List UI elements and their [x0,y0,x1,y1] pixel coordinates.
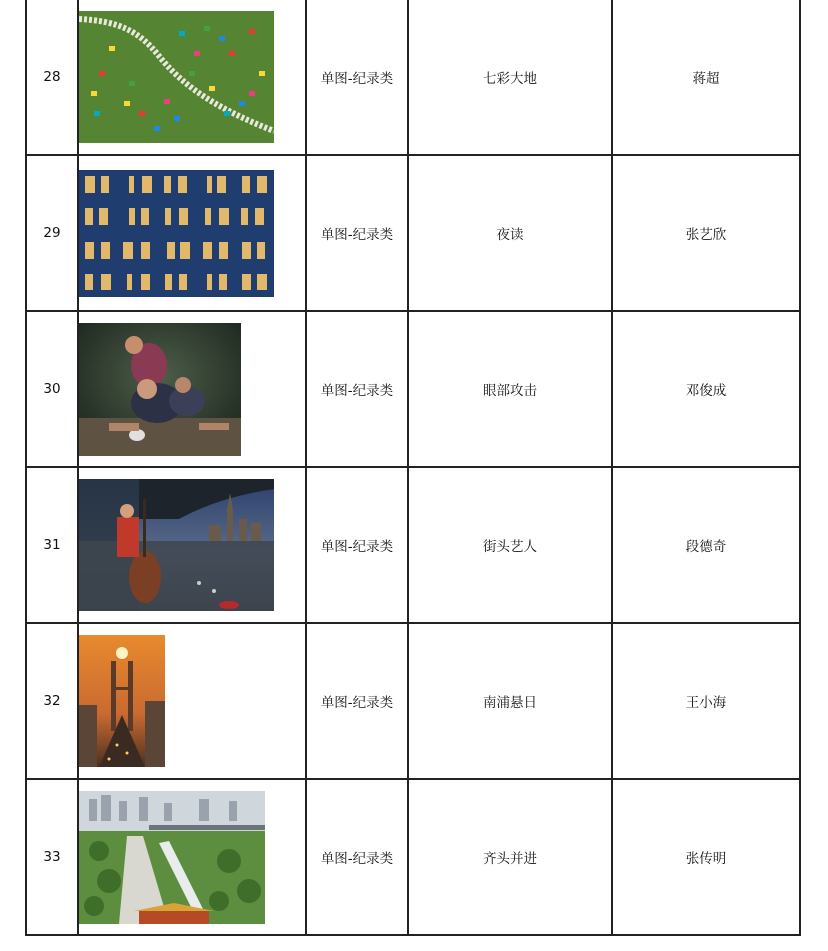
title-cell: 夜读 [408,155,612,311]
photo-thumbnail-bridge-sunrise [79,635,305,767]
photo-thumbnail-colorful-land [79,11,305,143]
photo-thumbnail-rugby-tackle [79,323,305,456]
author-cell: 王小海 [612,623,800,779]
author-cell: 张传明 [612,779,800,935]
title-cell: 眼部攻击 [408,311,612,467]
category-cell: 单图-纪录类 [306,467,408,623]
author-cell: 张艺欣 [612,155,800,311]
category-cell: 单图-纪录类 [306,311,408,467]
table-row [26,779,800,935]
category-cell: 单图-纪录类 [306,155,408,311]
photo-thumbnail-night-reading [79,170,305,297]
category-cell: 单图-纪录类 [306,623,408,779]
entries-table [25,0,801,936]
photo-cell [78,779,306,935]
author-cell: 段德奇 [612,467,800,623]
table-row [26,155,800,311]
author-cell: 邓俊成 [612,311,800,467]
photo-cell [78,311,306,467]
title-cell: 南浦悬日 [408,623,612,779]
table-row [26,311,800,467]
photo-cell [78,0,306,155]
photo-cell [78,623,306,779]
title-cell: 街头艺人 [408,467,612,623]
category-cell: 单图-纪录类 [306,779,408,935]
entry-number: 33 [26,779,78,935]
title-cell: 七彩大地 [408,0,612,155]
photo-thumbnail-street-performer [79,479,305,611]
category-cell: 单图-纪录类 [306,0,408,155]
photo-cell [78,467,306,623]
entry-number: 30 [26,311,78,467]
table-row [26,623,800,779]
table-row [26,467,800,623]
photo-thumbnail-side-by-side [79,791,305,924]
entry-number: 32 [26,623,78,779]
author-cell: 蒋超 [612,0,800,155]
entry-number: 31 [26,467,78,623]
photo-cell [78,155,306,311]
entry-number: 28 [26,0,78,155]
entry-number: 29 [26,155,78,311]
table-row [26,0,800,155]
title-cell: 齐头并进 [408,779,612,935]
